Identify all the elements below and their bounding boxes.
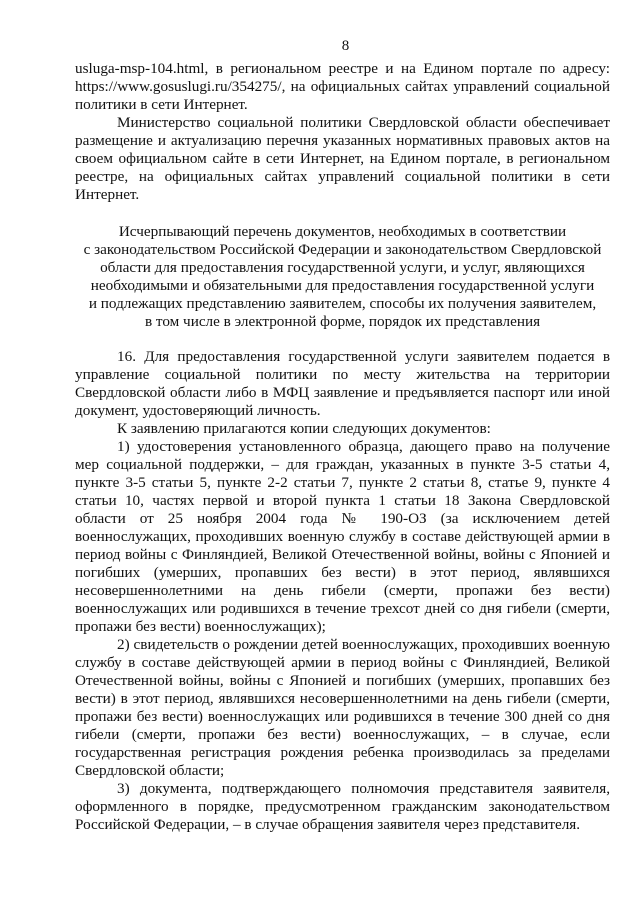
section-title-line: и подлежащих представлению заявителем, способы их получения заявителем, (88, 295, 597, 312)
list-item-3: 3) документа, подтверждающего полномочия представителя заявителя, оформленного в порядке, предусмотренном гражданским законодательством Российской Федерации, – в случае обращения заявителя через представителя. (75, 780, 610, 833)
paragraph-ministry-obligation: Министерство социальной политики Свердловской области обеспечивает размещение и актуализацию перечня указанных нормативных правовых актов на своем официальном сайте в сети Интернет, на Едином портале, в региональном реестре, на официальных сайтах управлений социальной политики в сети Интернет. (75, 114, 610, 203)
section-title-line: с законодательством Российской Федерации и законодательством Свердловской (83, 241, 602, 258)
list-item-1: 1) удостоверения установленного образца, дающего право на получение мер социальной поддержки, – для граждан, указанных в пункте 3-5 статьи 4, пункте 3-5 статьи 5, пункте 2-2 статьи 7, пункте 2 статьи 8, статье 9, пункте 4 статьи 10, частях первой и второй пункта 1 статьи 18 Закона Свердловской области от 25 ноября 2004 года № 190-ОЗ (за исключением детей военнослужащих, проходивших военную службу в составе действующей армии в период войны с Финляндией, Великой Отечественной войны, войны с Японией и погибших (умерших, пропавших без вести) в этот период, являвшихся несовершеннолетними на день гибели (смерти, пропажи без вести) военнослужащих или родившихся в течение трехсот дней со дня гибели (смерти, пропажи без вести) военнослужащих); (75, 438, 610, 635)
section-title-line: области для предоставления государственной услуги, и услуг, являющихся (100, 259, 585, 276)
section-title (75, 223, 610, 331)
paragraph-item-16: 16. Для предоставления государственной услуги заявителем подается в управление социальной политики по месту жительства на территории Свердловской области либо в МФЦ заявление и предъявляется паспорт или иной документ, удостоверяющий личность. (75, 348, 610, 419)
page-number: 8 (341, 38, 350, 54)
paragraph-attachments-intro: К заявлению прилагаются копии следующих документов: (117, 420, 491, 437)
section-title-line: Исчерпывающий перечень документов, необходимых в соответствии (118, 223, 567, 240)
section-title-line: в том числе в электронной форме, порядок их представления (144, 313, 541, 330)
list-item-2: 2) свидетельств о рождении детей военнослужащих, проходивших военную службу в составе действующей армии в период войны с Финляндией, Великой Отечественной войны, войны с Японией и погибших (умерших, пропавших без вести) в этот период, являвшихся несовершеннолетними на день гибели (смерти, пропажи без вести) военнослужащих или родившихся в течение 300 дней со дня гибели (смерти, пропажи без вести) военнослужащих, – в случае, если государственная регистрация рождения ребенка производилась за пределами Свердловской области; (75, 636, 610, 779)
section-title-line: необходимыми и обязательными для предоставления государственной услуги (90, 277, 595, 294)
paragraph-continuation: usluga-msp-104.html, в региональном реестре и на Едином портале по адресу: https://www.gosuslugi.ru/354275/, на официальных сайтах управлений социальной политики в сети Интернет. (75, 60, 610, 113)
